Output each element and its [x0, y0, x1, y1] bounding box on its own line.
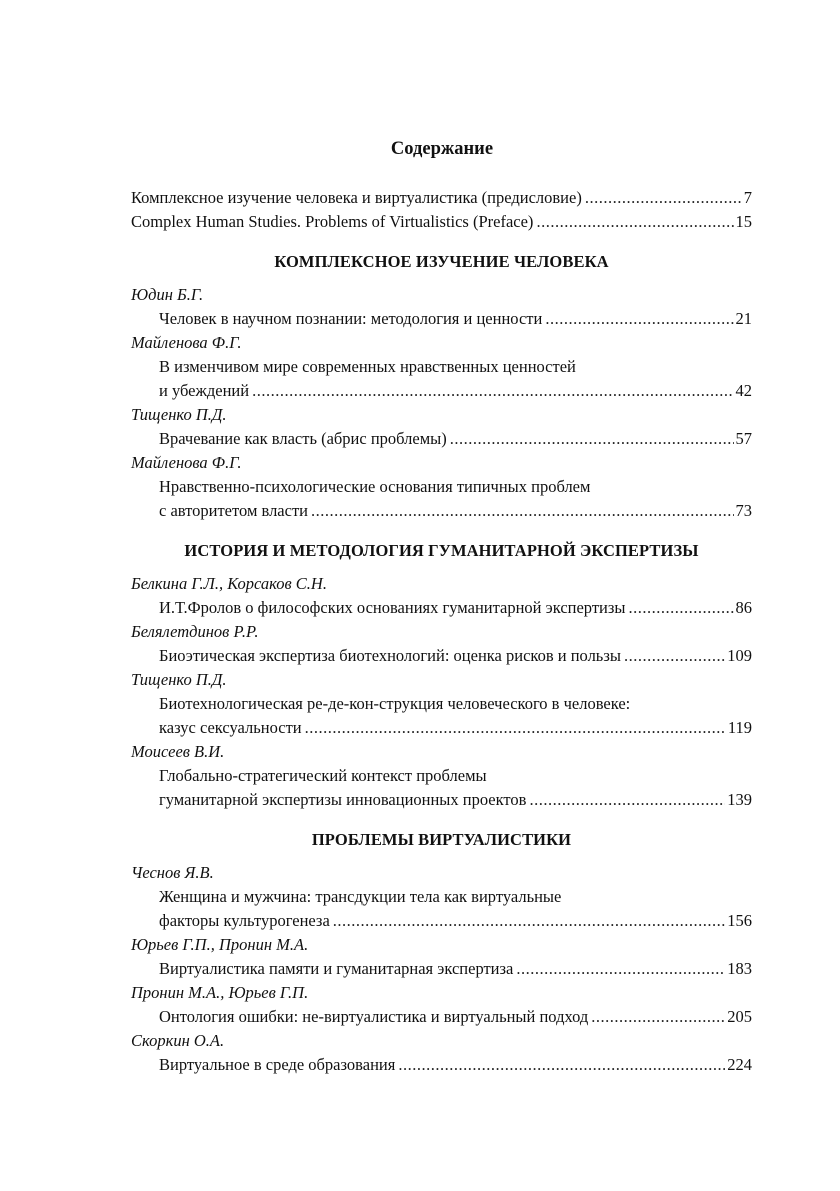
- leader-dots: [536, 210, 733, 234]
- page-number: 21: [735, 309, 752, 328]
- entry-author: Майленова Ф.Г.: [131, 333, 242, 352]
- leader-dots: [450, 427, 734, 451]
- toc-entry: [131, 1053, 752, 1077]
- entry-title: Виртуалистика памяти и гуманитарная экспертиза: [159, 959, 514, 978]
- entry-author: Чеснов Я.В.: [131, 863, 214, 882]
- toc-sections: [131, 250, 752, 1077]
- leader-dots: [585, 186, 742, 210]
- page-number: 109: [727, 646, 752, 665]
- entry-title-line: В изменчивом мире современных нравственных ценностей: [159, 357, 576, 376]
- entry-title: гуманитарной экспертизы инновационных проектов: [159, 790, 527, 809]
- entry-title: Человек в научном познании: методология и ценности: [159, 309, 543, 328]
- section-heading: ИСТОРИЯ И МЕТОДОЛОГИЯ ГУМАНИТАРНОЙ ЭКСПЕРТИЗЫ: [184, 541, 699, 560]
- leader-dots: [252, 379, 733, 403]
- toc-intro-entry: [131, 210, 752, 234]
- leader-dots: [529, 788, 725, 812]
- entry-title: Комплексное изучение человека и виртуалистика (предисловие): [131, 188, 582, 207]
- entry-author: Скоркин О.А.: [131, 1031, 225, 1050]
- leader-dots: [545, 307, 733, 331]
- page-number: 139: [727, 790, 752, 809]
- toc-entry: [131, 716, 752, 740]
- section-heading: ПРОБЛЕМЫ ВИРТУАЛИСТИКИ: [311, 830, 572, 849]
- entry-author: Майленова Ф.Г.: [131, 453, 242, 472]
- leader-dots: [624, 644, 725, 668]
- page-number: 42: [735, 381, 752, 400]
- entry-author: Пронин М.А., Юрьев Г.П.: [131, 983, 309, 1002]
- toc-entry: [131, 596, 752, 620]
- toc-entry: [131, 307, 752, 331]
- page-number: 15: [735, 212, 752, 231]
- page-number: 57: [735, 429, 752, 448]
- toc-intro-entry: [131, 186, 752, 210]
- leader-dots: [591, 1005, 725, 1029]
- page-number: 86: [735, 598, 752, 617]
- entry-title-line: Женщина и мужчина: трансдукции тела как виртуальные: [159, 887, 562, 906]
- leader-dots: [516, 957, 725, 981]
- toc-entry: [131, 499, 752, 523]
- entry-title: Врачевание как власть (абрис проблемы): [159, 429, 447, 448]
- toc-entry: [131, 957, 752, 981]
- toc: [131, 186, 752, 1077]
- page-title: Содержание: [390, 139, 494, 159]
- toc-entry: [131, 379, 752, 403]
- toc-entry: [131, 427, 752, 451]
- page-number: 119: [727, 718, 752, 737]
- page-number: 183: [727, 959, 752, 978]
- leader-dots: [305, 716, 726, 740]
- entry-title: Онтология ошибки: не-виртуалистика и виртуальный подход: [159, 1007, 589, 1026]
- toc-entry: [131, 788, 752, 812]
- entry-title: И.Т.Фролов о философских основаниях гуманитарной экспертизы: [159, 598, 626, 617]
- entry-title: казус сексуальности: [159, 718, 302, 737]
- leader-dots: [628, 596, 733, 620]
- page-number: 224: [727, 1055, 752, 1074]
- entry-title: и убеждений: [159, 381, 250, 400]
- entry-title: Complex Human Studies. Problems of Virtualistics (Preface): [131, 212, 534, 231]
- entry-author: Тищенко П.Д.: [131, 670, 227, 689]
- page-number: 156: [727, 911, 752, 930]
- toc-entry: [131, 644, 752, 668]
- page-number: 205: [727, 1007, 752, 1026]
- page-number: 7: [743, 188, 752, 207]
- entry-title-line: Глобально-стратегический контекст проблемы: [159, 766, 487, 785]
- entry-author: Юрьев Г.П., Пронин М.А.: [131, 935, 309, 954]
- entry-title: Биоэтическая экспертиза биотехнологий: оценка рисков и пользы: [159, 646, 621, 665]
- entry-author: Белялетдинов Р.Р.: [131, 622, 259, 641]
- entry-author: Юдин Б.Г.: [131, 285, 204, 304]
- leader-dots: [333, 909, 725, 933]
- toc-entry: [131, 1005, 752, 1029]
- entry-title-line: Биотехнологическая ре-де-кон-струкция человеческого в человеке:: [159, 694, 631, 713]
- section-heading: КОМПЛЕКСНОЕ ИЗУЧЕНИЕ ЧЕЛОВЕКА: [274, 252, 609, 271]
- entry-title-line: Нравственно-психологические основания типичных проблем: [159, 477, 591, 496]
- entry-title: с авторитетом власти: [159, 501, 308, 520]
- leader-dots: [398, 1053, 725, 1077]
- entry-title: Виртуальное в среде образования: [159, 1055, 396, 1074]
- entry-author: Тищенко П.Д.: [131, 405, 227, 424]
- entry-author: Белкина Г.Л., Корсаков С.Н.: [131, 574, 327, 593]
- page-number: 73: [735, 501, 752, 520]
- entry-title: факторы культурогенеза: [159, 911, 330, 930]
- entry-author: Моисеев В.И.: [131, 742, 225, 761]
- leader-dots: [311, 499, 734, 523]
- toc-entry: [131, 909, 752, 933]
